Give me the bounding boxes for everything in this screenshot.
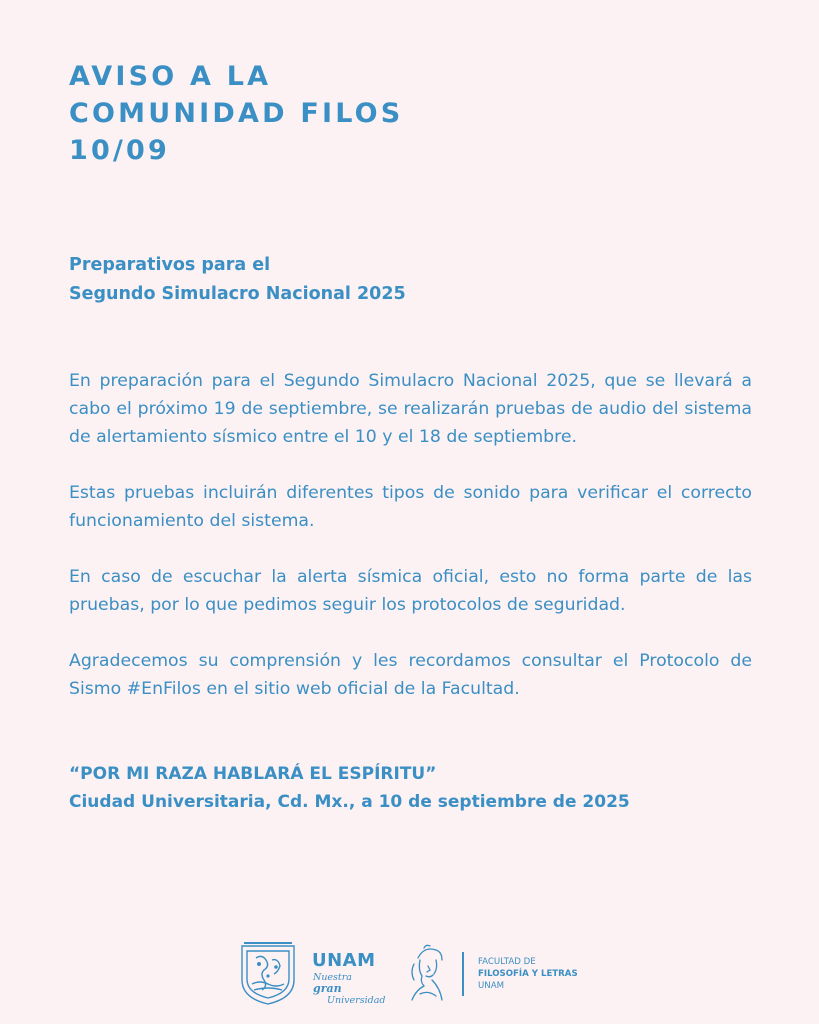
page-title — [69, 58, 403, 169]
paragraph: En preparación para el Segundo Simulacro Nacional 2025, que se llevará a cabo el próximo 19 de septiembre, se realizarán pruebas de audio del sistema de alertamiento sísmico entre el 10 y el 18 de septiembre. — [69, 371, 752, 447]
unam-label: UNAM — [312, 950, 376, 971]
body-text — [69, 367, 752, 731]
place-date: Ciudad Universitaria, Cd. Mx., a 10 de septiembre de 2025 — [69, 792, 630, 812]
unam-logo-text — [310, 950, 386, 1006]
ffl-line: FILOSOFÍA Y LETRAS — [478, 969, 578, 979]
paragraph: En caso de escuchar la alerta sísmica oficial, esto no forma parte de las pruebas, por lo que pedimos seguir los protocolos de seguridad. — [69, 567, 752, 615]
ffl-line: FACULTAD DE — [478, 957, 536, 967]
title-line: COMUNIDAD FILOS — [69, 98, 404, 129]
unam-motto-word: gran — [313, 982, 342, 995]
title-line: 10/09 — [69, 135, 171, 166]
subtitle-line: Segundo Simulacro Nacional 2025 — [69, 284, 406, 304]
unam-motto — [313, 972, 386, 1006]
divider — [462, 952, 464, 996]
subtitle — [69, 251, 406, 309]
motto: “POR MI RAZA HABLARÁ EL ESPÍRITU” — [69, 764, 437, 784]
unam-motto-word: Nuestra — [313, 972, 352, 983]
unam-seal-icon — [238, 940, 298, 1006]
unam-motto-word: Universidad — [327, 995, 386, 1006]
paragraph: Agradecemos su comprensión y les recordamos consultar el Protocolo de Sismo #EnFilos en el sitio web oficial de la Facultad. — [69, 651, 752, 699]
ffl-logo-text — [478, 956, 578, 992]
footer-logos — [238, 940, 598, 1006]
subtitle-line: Preparativos para el — [69, 255, 271, 275]
paragraph: Estas pruebas incluirán diferentes tipos de sonido para verificar el correcto funcionamiento del sistema. — [69, 483, 752, 531]
ffl-line: UNAM — [478, 981, 505, 991]
athena-icon — [406, 944, 448, 1004]
title-line: AVISO A LA — [69, 61, 272, 92]
closing — [69, 760, 630, 816]
